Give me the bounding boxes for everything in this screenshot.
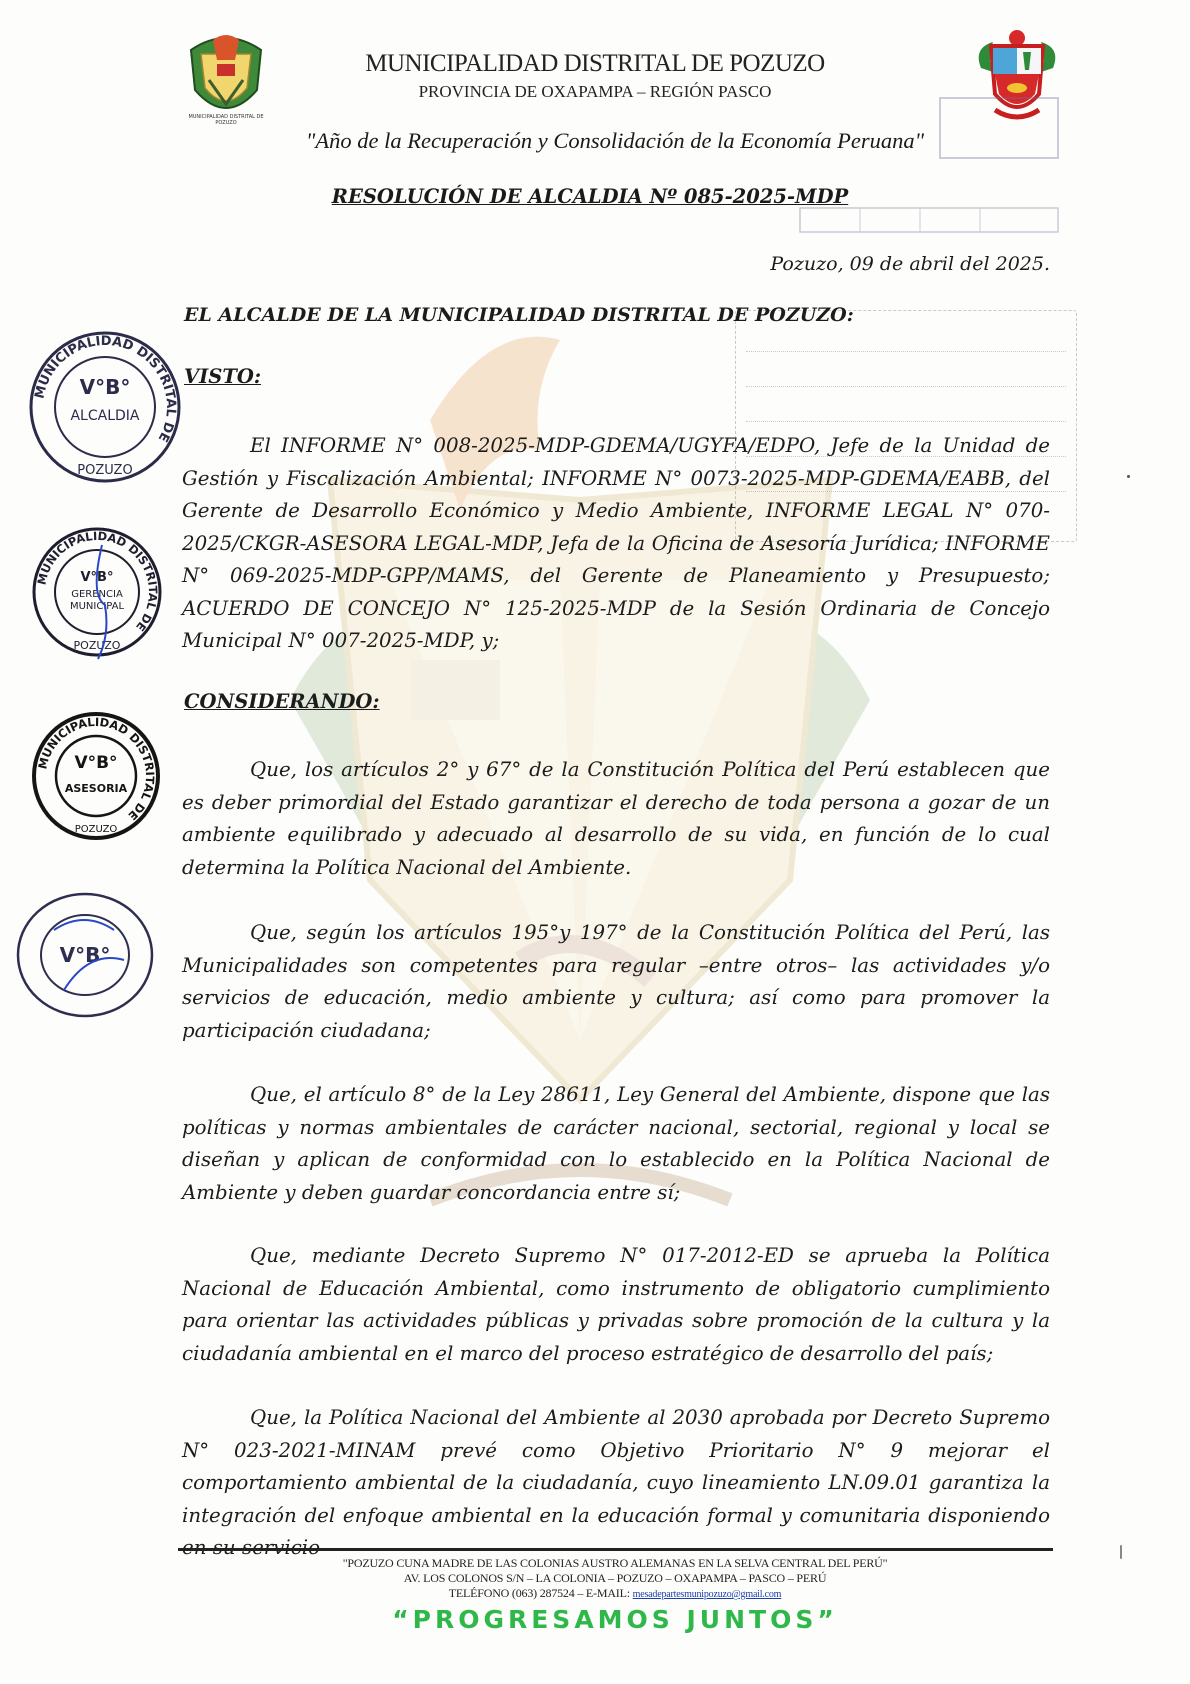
seal-vb: V°B° <box>74 753 118 773</box>
seal-office-line1: GERENCIA <box>71 589 123 600</box>
seal-vb: V°B° <box>80 570 114 585</box>
seal-vb: V°B° <box>79 375 131 399</box>
seal-vb: V°B° <box>59 943 111 967</box>
considerando-paragraph-5: Que, la Política Nacional del Ambiente al 2030 aprobada por Decreto Supremo N° 023-2021-MINAM prevé como Objetivo Prioritario N° 9 mejorar el comportamiento ambiental de la ciudadanía, cuyo lineamiento LN.09.01 garantiza la integración del enfoque ambiental en la educación formal y comunitaria disponiendo en su servicio <box>182 1406 1050 1559</box>
scan-speck <box>1127 475 1130 478</box>
seal-ring-text: MUNICIPALIDAD DISTRITAL DE <box>35 714 158 824</box>
considerando-paragraph-2: Que, según los artículos 195°y 197° de la Constitución Política del Perú, las Municipalidades son competentes para regular –entre otros– las actividades y/o servicios de educación, medio ambiente y cultura; así como para promover la participación ciudadana; <box>182 921 1050 1042</box>
seal-office: ASESORIA <box>64 782 128 795</box>
considerando-paragraph-3: Que, el artículo 8° de la Ley 28611, Ley General del Ambiente, dispone que las políticas y normas ambientales de carácter nacional, sectorial, regional y local se diseñan y aplican de conformidad con lo establecido en la Política Nacional de Ambiente y deben guardar concordancia entre sí; <box>182 1083 1050 1204</box>
scan-speck <box>1120 1545 1122 1559</box>
crest-caption: MUNICIPALIDAD DISTRITAL DE POZUZO <box>188 114 264 126</box>
footer-motto: "POZUZO CUNA MADRE DE LAS COLONIAS AUSTRO ALEMANAS EN LA SELVA CENTRAL DEL PERÚ" <box>342 1556 888 1570</box>
visto-paragraph: El INFORME N° 008-2025-MDP-GDEMA/UGYFA/EDPO, Jefe de la Unidad de Gestión y Fiscalización Ambiental; INFORME N° 0073-2025-MDP-GDEMA/EABB, del Gerente de Desarrollo Económico y Medio Ambiente, INFORME LEGAL N° 070-2025/CKGR-ASESORA LEGAL-MDP, Jefa de la Oficina de Asesoría Jurídica; INFORME N° 069-2025-MDP-GPP/MAMS, del Gerente de Planeamiento y Presupuesto; ACUERDO DE CONCEJO N° 125-2025-MDP de la Sesión Ordinaria de Concejo Municipal N° 007-2025-MDP, y; <box>182 434 1050 652</box>
footer-divider <box>178 1548 1053 1551</box>
seal-gerencia-municipal <box>30 525 165 660</box>
seal-office: ALCALDIA <box>70 408 140 424</box>
resolution-title: RESOLUCIÓN DE ALCALDIA Nº 085-2025-MDP <box>331 185 849 208</box>
considerando-paragraph-1: Que, los artículos 2° y 67° de la Constitución Política del Perú establecen que es deber primordial del Estado garantizar el derecho de toda persona a gozar de un ambiente equilibrado y adecuado al desarrollo de su vida, en función de lo cual determina la Política Nacional del Ambiente. <box>182 758 1050 879</box>
considerando-heading: CONSIDERANDO: <box>184 690 380 713</box>
authority-line: EL ALCALDE DE LA MUNICIPALIDAD DISTRITAL DE POZUZO: <box>184 304 854 326</box>
seal-ring-text: MUNICIPALIDAD DISTRITAL DE <box>32 333 179 445</box>
visto-heading: VISTO: <box>184 365 262 388</box>
footer-slogan: “PROGRESAMOS JUNTOS” <box>392 1605 838 1634</box>
seal-town: POZUZO <box>74 824 118 835</box>
received-stamp <box>760 96 1060 236</box>
footer-contact <box>200 1586 1030 1601</box>
footer-phone: TELÉFONO (063) 287524 – E-MAIL: <box>448 1586 630 1600</box>
year-motto: "Año de la Recuperación y Consolidación de la Economía Peruana" <box>305 128 925 153</box>
municipality-name: MUNICIPALIDAD DISTRITAL DE POZUZO <box>365 50 825 77</box>
seal-alcaldia <box>26 328 184 486</box>
seal-gerencia-desarrollo <box>14 890 156 1020</box>
seal-town: POZUZO <box>77 463 133 478</box>
seal-asesoria <box>30 710 162 842</box>
province-region: PROVINCIA DE OXAPAMPA – REGIÓN PASCO <box>418 82 772 101</box>
seal-ring-text: MUNICIPALIDAD DISTRITAL DE <box>34 528 161 634</box>
seal-office-line2: MUNICIPAL <box>69 601 125 612</box>
considerando-paragraph-4: Que, mediante Decreto Supremo N° 017-2012-ED se aprueba la Política Nacional de Educación Ambiental, como instrumento de obligatorio cumplimiento para orientar las actividades públicas y privadas sobre promoción de la cultura y la ciudadanía ambiental en el marco del proceso estratégico de desarrollo del país; <box>182 1244 1050 1365</box>
footer-email-link[interactable]: mesadepartesmunipozuzo@gmail.com <box>632 1589 782 1600</box>
footer-address: AV. LOS COLONOS S/N – LA COLONIA – POZUZO – OXAPAMPA – PASCO – PERÚ <box>403 1571 827 1585</box>
municipal-crest-logo <box>183 30 269 126</box>
resolution-date: Pozuzo, 09 de abril del 2025. <box>770 253 1050 275</box>
seal-town: POZUZO <box>73 639 121 652</box>
